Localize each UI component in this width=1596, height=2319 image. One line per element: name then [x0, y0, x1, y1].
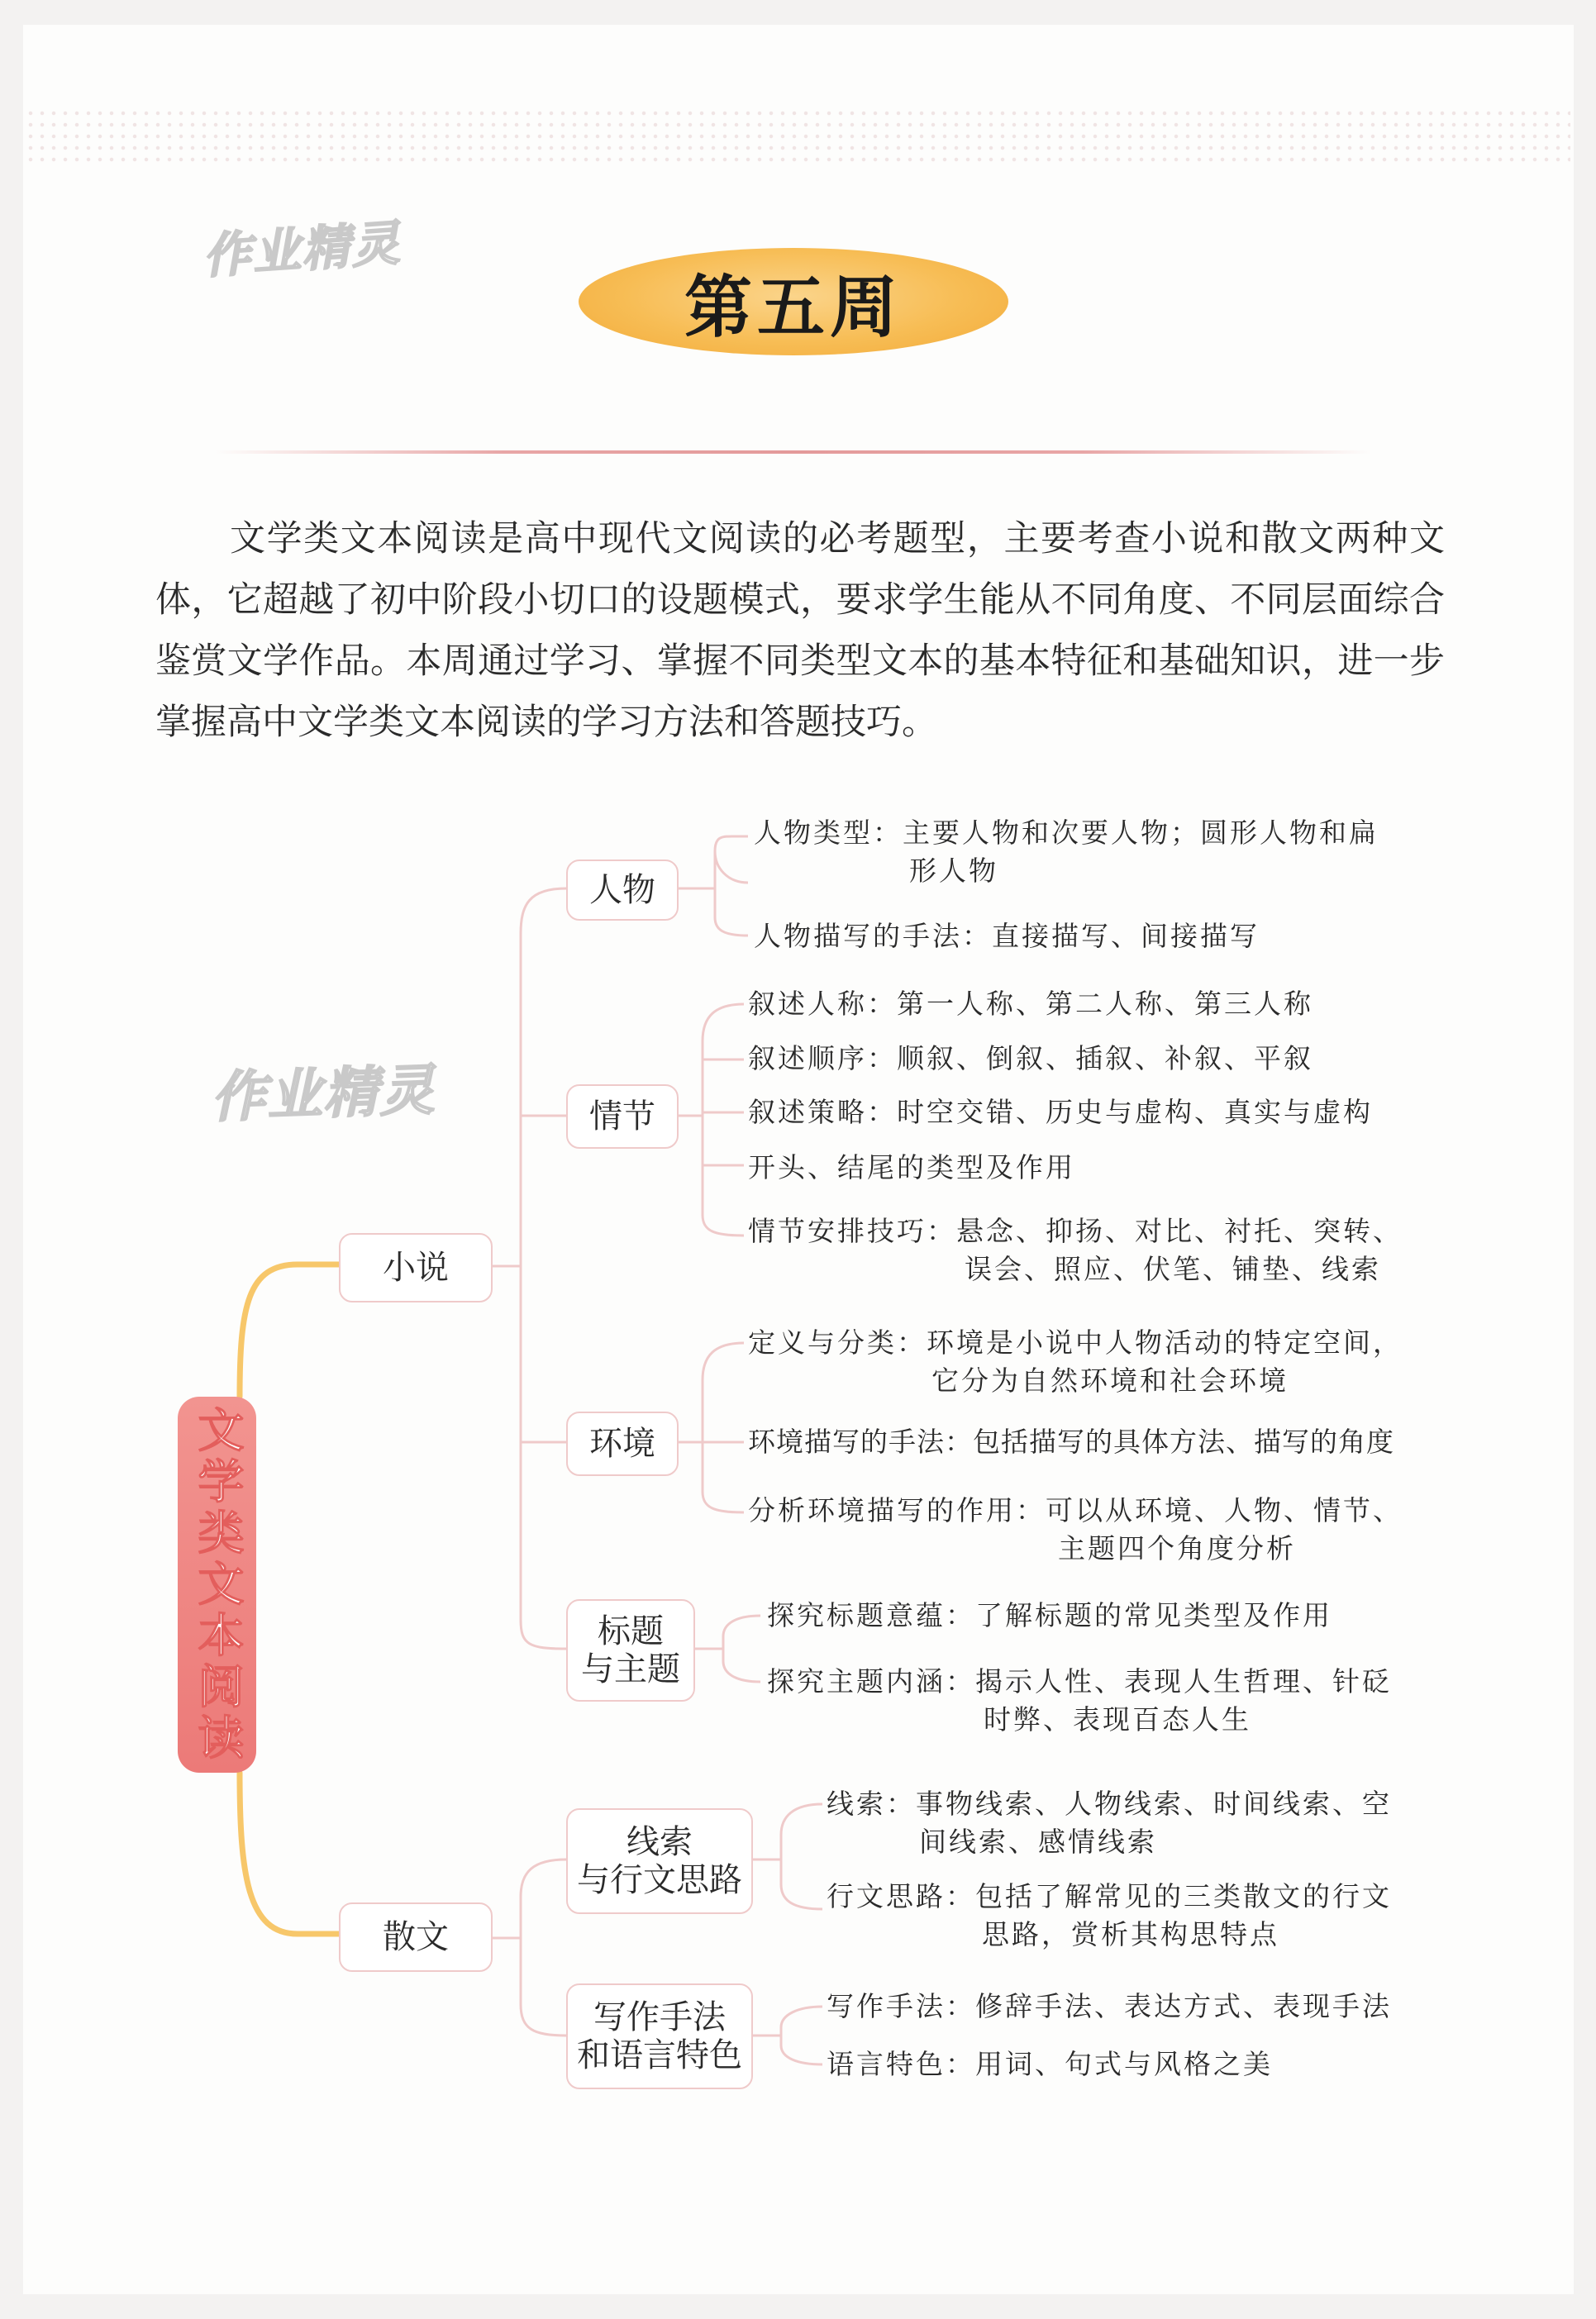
leaf-head: 人物描写的手法： [754, 920, 992, 952]
leaf-head: 定义与分类： [748, 1326, 927, 1359]
topic-clue-structure [566, 1808, 753, 1914]
branch-novel-label: 小说 [383, 1249, 449, 1287]
leaf-text: 用词、句式与风格之美 [975, 2048, 1273, 2080]
leaf-head: 线索： [827, 1788, 916, 1820]
leaf-head: 语言特色： [827, 2048, 975, 2080]
leaf-head: 环境描写的手法： [748, 1426, 973, 1458]
leaf-text: 顺叙、倒叙、插叙、补叙、平叙 [897, 1042, 1313, 1074]
leaf-head: 分析环境描写的作用： [748, 1494, 1046, 1526]
leaf-head: 写作手法： [827, 1990, 975, 2022]
topic-setting [566, 1412, 679, 1476]
leaf-text: 时空交错、历史与虚构、真实与虚构 [897, 1096, 1373, 1128]
leaf-text: 开头、结尾的类型及作用 [748, 1151, 1075, 1183]
leaf-setting-definition [748, 1324, 1426, 1400]
leaf-character-types [754, 814, 1415, 890]
leaf-text: 包括描写的具体方法、描写的角度 [973, 1426, 1394, 1458]
leaf-setting-function [748, 1492, 1426, 1568]
leaf-continuation: 思路，赏析其构思特点 [982, 1918, 1279, 1950]
leaf-text: 直接描写、间接描写 [992, 920, 1260, 952]
leaf-text: 事物线索、人物线索、时间线索、空 [916, 1788, 1392, 1820]
leaf-head: 探究主题内涵： [767, 1665, 975, 1698]
leaf-opening-ending [748, 1149, 1426, 1187]
topic-clue-structure-label: 线索 与行文思路 [577, 1823, 742, 1899]
leaf-writing-structure [827, 1878, 1455, 1954]
branch-essay [339, 1902, 493, 1972]
leaf-head: 情节安排技巧： [748, 1215, 956, 1247]
leaf-text: 包括了解常见的三类散文的行文 [975, 1880, 1392, 1912]
leaf-text: 揭示人性、表现人生哲理、针砭 [975, 1665, 1392, 1698]
topic-title-theme-label: 标题 与主题 [581, 1612, 680, 1688]
leaf-head: 叙述顺序： [748, 1042, 897, 1074]
mindmap-root-label: 文学类文本阅读 [190, 1405, 245, 1764]
leaf-text: 第一人称、第二人称、第三人称 [897, 988, 1313, 1020]
branch-essay-label: 散文 [383, 1918, 449, 1956]
leaf-text: 环境是小说中人物活动的特定空间， [927, 1326, 1403, 1359]
leaf-continuation: 间线索、感情线索 [919, 1826, 1157, 1858]
week-title: 第五周 [684, 267, 903, 347]
watermark-middle: 作业精灵 [209, 1058, 437, 1130]
leaf-character-methods [754, 917, 1415, 955]
leaf-narrative-person [748, 985, 1426, 1023]
topic-technique-language [566, 1983, 753, 2089]
leaf-head: 探究标题意蕴： [767, 1599, 975, 1631]
leaf-head: 叙述人称： [748, 988, 897, 1020]
leaf-writing-techniques [827, 1988, 1455, 2026]
branch-novel [339, 1233, 493, 1302]
topic-characters [566, 860, 679, 921]
leaf-plot-techniques [748, 1212, 1426, 1288]
leaf-continuation: 误会、照应、伏笔、铺垫、线索 [965, 1253, 1381, 1285]
leaf-title-meaning [767, 1597, 1428, 1635]
leaf-head: 人物类型： [754, 817, 903, 849]
leaf-text: 主要人物和次要人物；圆形人物和扁 [903, 817, 1379, 849]
leaf-clues [827, 1785, 1455, 1861]
leaf-head: 叙述策略： [748, 1096, 897, 1128]
topic-plot-label: 情节 [589, 1098, 655, 1136]
leaf-continuation: 形人物 [909, 855, 998, 887]
topic-technique-language-label: 写作手法 和语言特色 [577, 1998, 742, 2074]
mindmap-root [178, 1397, 256, 1773]
leaf-text: 了解标题的常见类型及作用 [975, 1599, 1332, 1631]
leaf-continuation: 时弊、表现百态人生 [984, 1703, 1251, 1736]
leaf-text: 修辞手法、表达方式、表现手法 [975, 1990, 1392, 2022]
leaf-continuation: 它分为自然环境和社会环境 [931, 1364, 1289, 1397]
leaf-text: 可以从环境、人物、情节、 [1046, 1494, 1403, 1526]
leaf-text: 悬念、抑扬、对比、衬托、突转、 [956, 1215, 1403, 1247]
leaf-continuation: 主题四个角度分析 [1058, 1532, 1296, 1564]
watermark-top: 作业精灵 [201, 214, 403, 285]
topic-characters-label: 人物 [589, 871, 655, 909]
leaf-head: 行文思路： [827, 1880, 975, 1912]
leaf-narrative-strategy [748, 1093, 1426, 1131]
topic-title-theme [566, 1599, 695, 1702]
topic-plot [566, 1084, 679, 1149]
leaf-narrative-order [748, 1040, 1426, 1078]
leaf-theme-meaning [767, 1663, 1428, 1739]
intro-text: 文学类文本阅读是高中现代文阅读的必考题型，主要考查小说和散文两种文体，它超越了初中阶段小切口的设题模式，要求学生能从不同角度、不同层面综合鉴赏文学作品。本周通过学习、掌握不同类型文本的基本特征和基础知识，进一步掌握高中文学类文本阅读的学习方法和答题技巧。 [155, 518, 1445, 743]
topic-setting-label: 环境 [589, 1425, 655, 1463]
leaf-setting-methods [748, 1423, 1434, 1461]
leaf-language-features [827, 2045, 1455, 2083]
